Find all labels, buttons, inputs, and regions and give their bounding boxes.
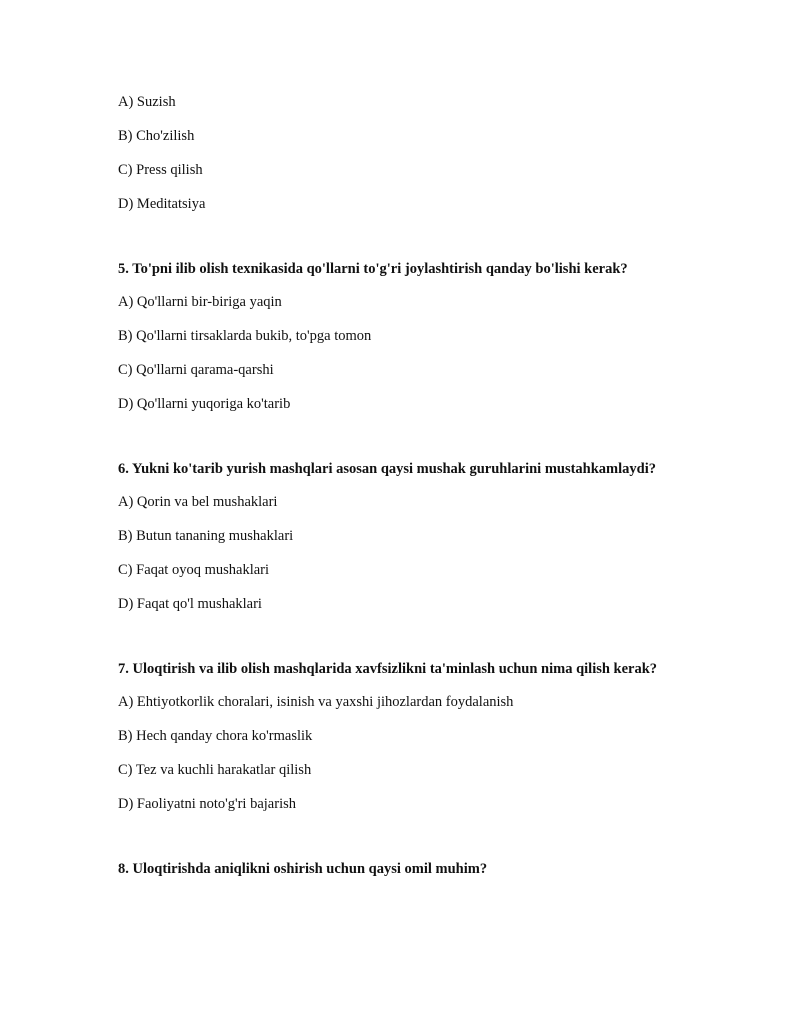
- option-b: B) Hech qanday chora ko'rmaslik: [118, 728, 313, 744]
- question-8: 8. Uloqtirishda aniqlikni oshirish uchun qaysi omil muhim?: [118, 861, 488, 877]
- question-block: [118, 458, 688, 614]
- option-list: [118, 92, 688, 214]
- question-6: 6. Yukni ko'tarib yurish mashqlari asosan qaysi mushak guruhlarini mustahkamlaydi?: [118, 461, 657, 477]
- question-5: 5. To'pni ilib olish texnikasida qo'llarni to'g'ri joylashtirish qanday bo'lishi kerak?: [118, 261, 628, 277]
- option-a: A) Suzish: [118, 94, 176, 110]
- option-a: A) Ehtiyotkorlik choralari, isinish va yaxshi jihozlardan foydalanish: [118, 694, 514, 710]
- option-b: B) Qo'llarni tirsaklarda bukib, to'pga tomon: [118, 328, 372, 344]
- question-block: [118, 258, 688, 414]
- question-7: 7. Uloqtirish va ilib olish mashqlarida xavfsizlikni ta'minlash uchun nima qilish kerak?: [118, 661, 658, 677]
- option-c: C) Press qilish: [118, 162, 203, 178]
- option-a: A) Qo'llarni bir-biriga yaqin: [118, 294, 282, 310]
- option-d: D) Faoliyatni noto'g'ri bajarish: [118, 796, 296, 812]
- option-d: D) Meditatsiya: [118, 196, 206, 212]
- question-block: [118, 858, 688, 880]
- option-d: D) Faqat qo'l mushaklari: [118, 596, 262, 612]
- option-c: C) Qo'llarni qarama-qarshi: [118, 362, 274, 378]
- option-b: B) Butun tananing mushaklari: [118, 528, 294, 544]
- option-c: C) Faqat oyoq mushaklari: [118, 562, 270, 578]
- document-page: [118, 92, 688, 892]
- question-block: [118, 658, 688, 814]
- option-c: C) Tez va kuchli harakatlar qilish: [118, 762, 312, 778]
- option-d: D) Qo'llarni yuqoriga ko'tarib: [118, 396, 291, 412]
- option-a: A) Qorin va bel mushaklari: [118, 494, 278, 510]
- option-b: B) Cho'zilish: [118, 128, 195, 144]
